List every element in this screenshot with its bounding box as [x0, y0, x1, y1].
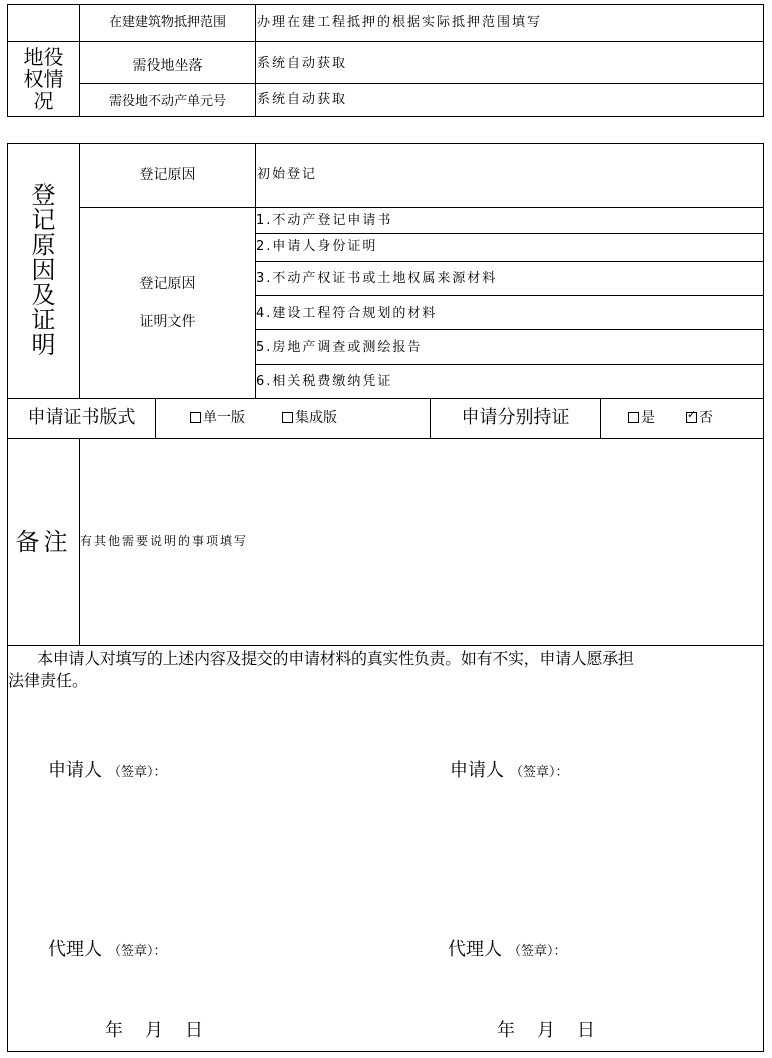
registration-divider [79, 207, 764, 208]
dominant-land-location-value[interactable]: 系统自动获取 [257, 56, 348, 71]
seal-note: （签章）： [508, 944, 567, 959]
registration-reason-value[interactable]: 初始登记 [257, 167, 318, 182]
dominant-land-unit-number-label: 需役地不动产单元号 [108, 94, 226, 109]
date-day: 日 [185, 1020, 203, 1041]
proof-divider [255, 295, 764, 296]
date-year: 年 [105, 1020, 123, 1041]
servitude-divider [79, 41, 764, 42]
separate-no-checkbox[interactable] [686, 412, 697, 423]
registration-reason-label: 登记原因 [139, 167, 196, 183]
registration-section-label-char: 及 [31, 280, 56, 309]
separate-certificate-label: 申请分别持证 [461, 407, 570, 428]
mortgage-scope-value[interactable]: 办理在建工程抵押的根据实际抵押范围填写 [257, 15, 543, 30]
collective-edition-option[interactable] [282, 411, 337, 425]
date-month: 月 [537, 1020, 555, 1041]
proof-item[interactable]: 4.建设工程符合规划的材料 [256, 306, 438, 321]
separate-no-option[interactable] [686, 411, 713, 425]
applicant-signature-right[interactable] [450, 762, 569, 780]
proof-item[interactable]: 1.不动产登记申请书 [256, 213, 393, 228]
servitude-divider [255, 4, 256, 117]
proof-item[interactable]: 6.相关税费缴纳凭证 [256, 374, 393, 389]
agent-signature-left[interactable] [48, 941, 167, 959]
servitude-section-label-line: 权情 [23, 67, 64, 91]
applicant-label: 申请人 [450, 760, 504, 781]
registration-section-label-char: 登 [31, 180, 56, 209]
proof-divider [255, 261, 764, 262]
date-left[interactable] [105, 1022, 203, 1040]
collective-edition-checkbox[interactable] [282, 412, 293, 423]
remarks-label: 备注 [15, 528, 72, 556]
certificate-row-bottom [7, 438, 764, 439]
declaration-line-1: 本申请人对填写的上述内容及提交的申请材料的真实性负责。如有不实，申请人愿承担 [37, 649, 634, 668]
separate-yes-checkbox[interactable] [628, 412, 639, 423]
single-edition-label: 单一版 [203, 410, 245, 426]
proof-item[interactable]: 2.申请人身份证明 [256, 239, 378, 254]
mortgage-scope-label: 在建建筑物抵押范围 [108, 15, 226, 30]
remarks-bottom [7, 645, 764, 646]
proof-divider [255, 329, 764, 330]
agent-label: 代理人 [48, 939, 102, 960]
servitude-section-label [8, 42, 79, 116]
registration-section-label-char: 记 [31, 205, 56, 234]
separate-yes-label: 是 [641, 410, 655, 426]
agent-label: 代理人 [448, 939, 502, 960]
seal-note: （签章）： [510, 765, 569, 780]
proof-item[interactable]: 5.房地产调查或测绘报告 [256, 340, 423, 355]
dominant-land-unit-number-value[interactable]: 系统自动获取 [257, 92, 348, 107]
single-edition-option[interactable] [190, 411, 245, 425]
proof-item[interactable]: 3.不动产权证书或土地权属来源材料 [256, 271, 498, 286]
registration-section-label-char: 证 [31, 305, 56, 334]
registration-section-label-char: 原 [31, 230, 56, 259]
seal-note: （签章）： [108, 944, 167, 959]
servitude-section-label-line: 况 [33, 89, 54, 113]
proof-documents-label-line2: 证明文件 [139, 314, 196, 330]
registration-section-label [8, 180, 79, 360]
certificate-format-label: 申请证书版式 [27, 407, 136, 428]
servitude-section-label-line: 地役 [23, 45, 64, 69]
registration-section-label-char: 因 [31, 255, 56, 284]
servitude-divider [79, 83, 764, 84]
separate-yes-option[interactable] [628, 411, 655, 425]
certificate-row-top [7, 398, 764, 399]
date-year: 年 [497, 1020, 515, 1041]
registration-section-label-char: 明 [31, 330, 56, 359]
proof-divider [255, 233, 764, 234]
date-right[interactable] [497, 1022, 595, 1040]
certificate-divider [600, 398, 601, 438]
collective-edition-label: 集成版 [295, 410, 337, 426]
proof-documents-label-line1: 登记原因 [139, 276, 196, 292]
seal-note: （签章）： [108, 765, 167, 780]
applicant-signature-left[interactable] [48, 762, 167, 780]
proof-divider [255, 364, 764, 365]
single-edition-checkbox[interactable] [190, 412, 201, 423]
dominant-land-location-label: 需役地坐落 [132, 58, 203, 74]
remarks-value[interactable]: 有其他需要说明的事项填写 [80, 534, 249, 548]
agent-signature-right[interactable] [448, 941, 567, 959]
date-month: 月 [145, 1020, 163, 1041]
date-day: 日 [577, 1020, 595, 1041]
declaration-line-2: 法律责任。 [8, 671, 89, 690]
applicant-label: 申请人 [48, 760, 102, 781]
separate-no-label: 否 [699, 410, 713, 426]
certificate-divider [155, 398, 156, 438]
